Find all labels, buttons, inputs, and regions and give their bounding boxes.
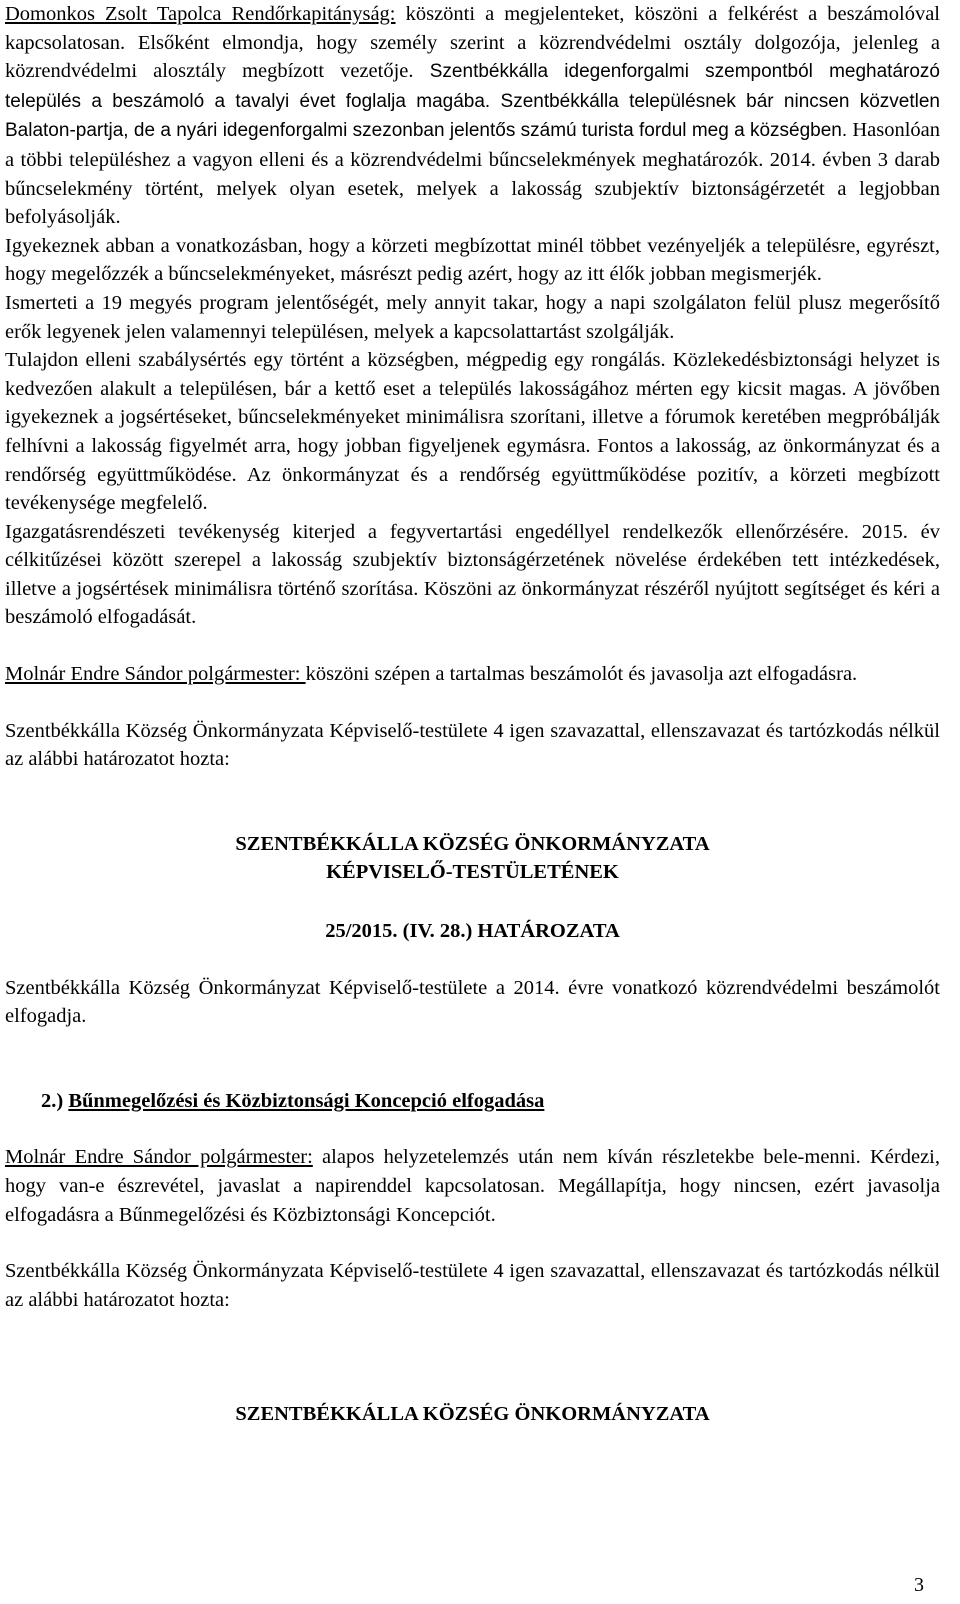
mayor-text: köszöni szépen a tartalmas beszámolót és javasolja azt elfogadásra. (305, 663, 858, 686)
resolution-2-title: SZENTBÉKKÁLLA KÖZSÉG ÖNKORMÁNYZATA (235, 1403, 710, 1426)
resolution-text: Szentbékkálla Község Önkormányzat Képviselő-testülete a 2014. évre vonatkozó közrendvédelmi beszámolót elfogadja. (5, 976, 940, 1028)
intro-text-sans: Szentbékkálla idegenforgalmi szempontból meghatározó település a beszámoló a tavalyi évet foglalja magába. Szentbékkálla településnek bár nincsen közvetlen Balaton-partja, de a nyári idegenforgalmi szezonban jelentős számú turista fordul meg a községben. (5, 61, 940, 142)
resolution-title-line-1: SZENTBÉKKÁLLA KÖZSÉG ÖNKORMÁNYZATA (235, 832, 710, 855)
document-page (5, 0, 940, 1429)
speaker-name: Domonkos Zsolt Tapolca Rendőrkapitányság: (5, 3, 396, 25)
mayor-statement-2 (5, 1143, 940, 1229)
resolution-title-line-2: KÉPVISELŐ-TESTÜLETÉNEK (326, 861, 619, 884)
paragraph-district-officer: Igyekeznek abban a vonatkozásban, hogy a körzeti megbízottat minél többet vezényeljék a településre, egyrészt, hogy megelőzzék a bűncselekményeket, másrészt pedig azért, hogy az itt élők jobban megismerjék. (5, 234, 940, 286)
mayor-name: Molnár Endre Sándor polgármester: (5, 1146, 313, 1169)
intro-paragraph (5, 0, 940, 232)
intro-text: köszönti a megjelenteket, köszöni a felkérést a beszámolóval kapcsolatosan. Elsőként elmondja, hogy személy szerint a közrendvédelmi osztály dolgozója, jelenleg a közrendvédelmi alosztály megbízott vezetője. (5, 3, 940, 83)
mayor-text: alapos helyzetelemzés után nem kíván részletekbe bele-menni. Kérdezi, hogy van-e észrevétel, javaslat a napirenddel kapcsolatosan. Megállapítja, hogy nincsen, ezért javasolja elfogadásra a Bűnmegelőzési és Közbiztonsági Koncepciót. (5, 1146, 940, 1226)
paragraph-traffic-safety: Tulajdon elleni szabálysértés egy történt a községben, mégpedig egy rongálás. Közlekedésbiztonsági helyzet is kedvezően alakult a településen, bár a kettő eset a település lakosságához mérten egy kicsit magas. A jövőben igyekeznek a jogsértéseket, bűncselekményeket minimálisra szorítani, illetve a fórumok keretében megpróbálják felhívni a lakosság figyelmét arra, hogy jobban figyeljenek egymásra. Fontos a lakosság, az önkormányzat és a rendőrség együttműködése. Az önkormányzat és a rendőrség együttműködése pozitív, a körzeti megbízott tevékenysége megfelelő. (5, 349, 940, 515)
paragraph-program: Ismerteti a 19 megyés program jelentőségét, mely annyit takar, hogy a napi szolgálaton felül plusz megerősítő erők legyenek jelen valamennyi településen, melyek a kapcsolattartást szolgálják. (5, 291, 940, 343)
agenda-number: 2.) (41, 1089, 64, 1112)
resolution-number: 25/2015. (IV. 28.) HATÁROZATA (325, 920, 620, 943)
intro-text-2: Hasonlóan a többi településhez a vagyon elleni és a közrendvédelmi bűncselekmények meghatározók. 2014. évben 3 darab bűncselekmény történt, melyek olyan esetek, melyek a lakosság szubjektív biztonságérzetét a legjobban befolyásolják. (5, 119, 940, 229)
page-number: 3 (914, 1574, 924, 1596)
paragraph-administration: Igazgatásrendészeti tevékenység kiterjed a fegyvertartási engedéllyel rendelkezők ellenőrzésére. 2015. év célkitűzései között szerepel a lakosság szubjektív biztonságérzetének növelése érdekében tett intézkedések, illetve a jogsértések minimálisra történő szorítása. Köszöni az önkormányzat részéről nyújtott segítséget és kéri a beszámoló elfogadását. (5, 520, 940, 629)
vote-statement-1: Szentbékkálla Község Önkormányzata Képviselő-testülete 4 igen szavazattal, ellenszavazat és tartózkodás nélkül az alábbi határozatot hozta: (5, 719, 940, 771)
mayor-statement-1 (5, 660, 940, 689)
vote-statement-2: Szentbékkálla Község Önkormányzata Képviselő-testülete 4 igen szavazattal, ellenszavazat és tartózkodás nélkül az alábbi határozatot hozta: (5, 1260, 940, 1311)
agenda-item-2 (41, 1087, 940, 1116)
agenda-title: Bűnmegelőzési és Közbiztonsági Koncepció elfogadása (68, 1089, 545, 1112)
mayor-name: Molnár Endre Sándor polgármester: (5, 663, 306, 686)
